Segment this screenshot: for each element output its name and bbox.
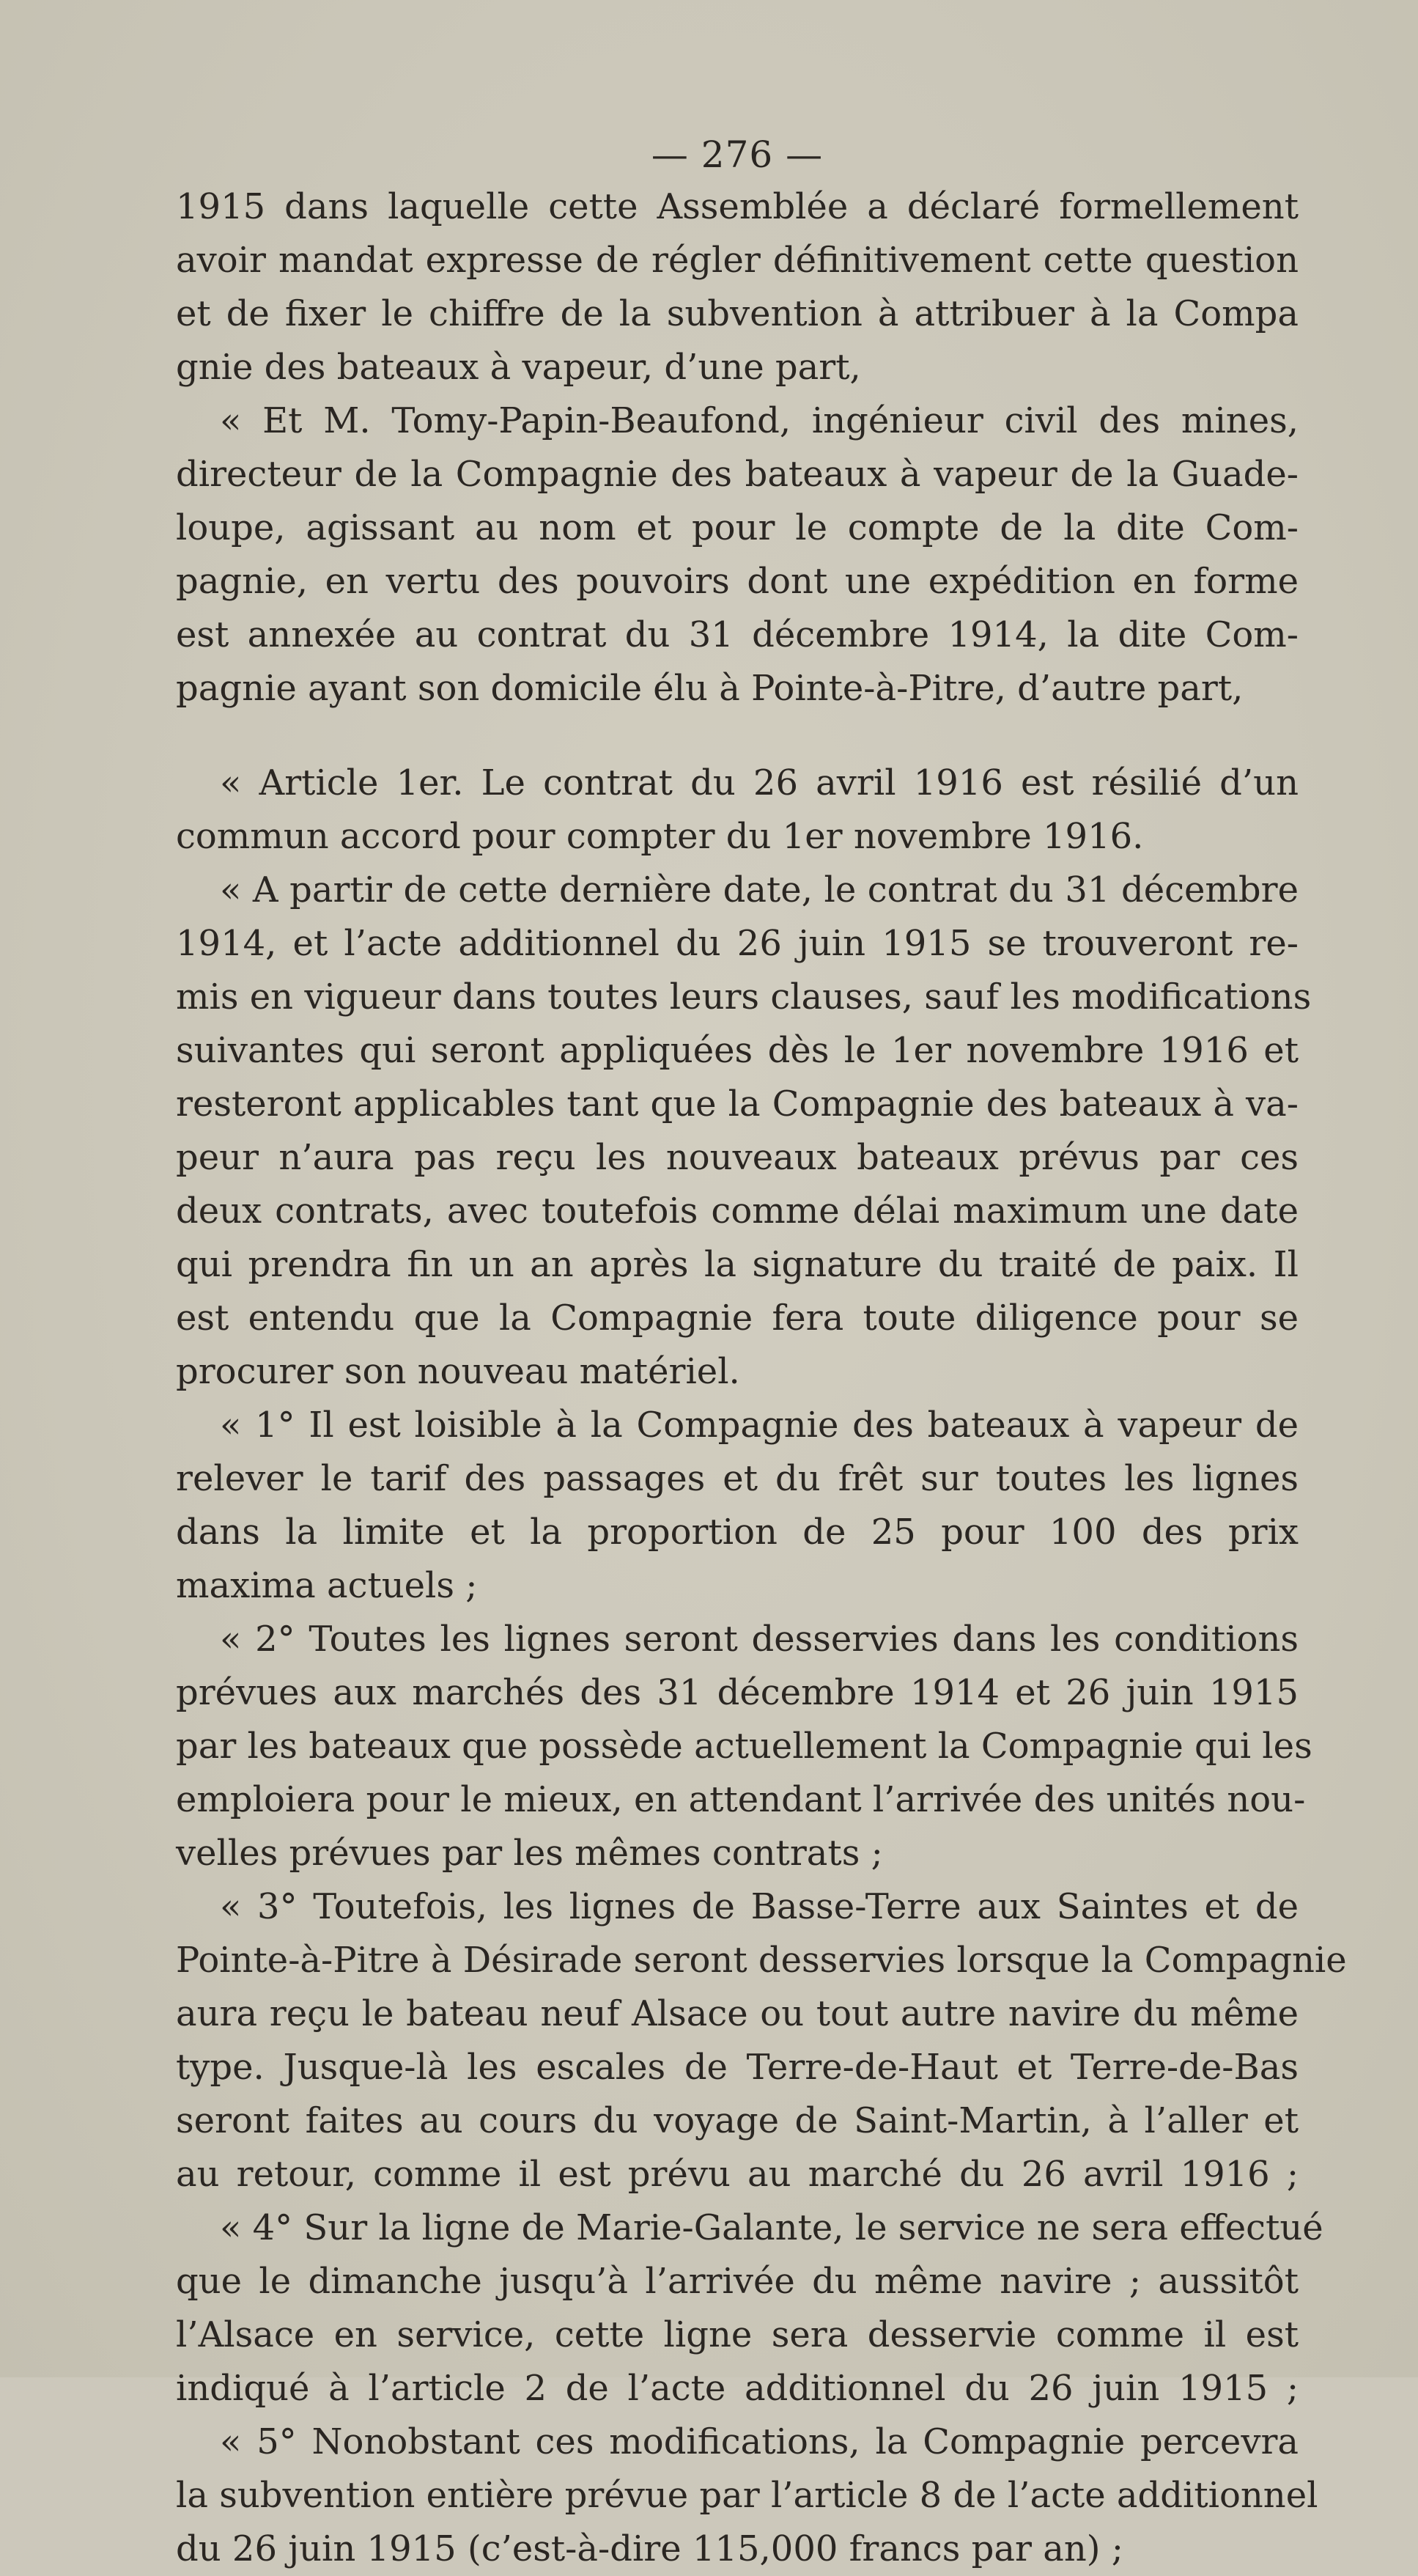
text-line: la subvention entière prévue par l’article 8 de l’acte additionnel (176, 2475, 1318, 2516)
text-line: au retour, comme il est prévu au marché du 26 avril 1916 ; (176, 2154, 1299, 2195)
page-text (176, 129, 1347, 2576)
text-line: « A partir de cette dernière date, le contrat du 31 décembre (220, 869, 1299, 910)
text-line: mis en vigueur dans toutes leurs clauses, sauf les modifications (176, 976, 1312, 1017)
text-line: par les bateaux que possède actuellement la Compagnie qui les (176, 1726, 1312, 1767)
text-line: emploiera pour le mieux, en attendant l’arrivée des unités nou- (176, 1779, 1306, 1820)
text-line: « Article 1er. Le contrat du 26 avril 1916 est résilié d’un (220, 762, 1299, 803)
text-line: procurer son nouveau matériel. (176, 1351, 740, 1392)
text-line: deux contrats, avec toutefois comme délai maximum une date (176, 1191, 1299, 1232)
text-line: « Et M. Tomy-Papin-Beaufond, ingénieur civil des mines, (220, 400, 1299, 441)
text-line: pagnie ayant son domicile élu à Pointe-à-Pitre, d’autre part, (176, 668, 1244, 709)
text-line: est annexée au contrat du 31 décembre 1914, la dite Com- (176, 614, 1299, 655)
text-line: que le dimanche jusqu’à l’arrivée du même navire ; aussitôt (176, 2261, 1299, 2302)
text-line: type. Jusque-là les escales de Terre-de-Haut et Terre-de-Bas (176, 2047, 1299, 2088)
text-line: gnie des bateaux à vapeur, d’une part, (176, 347, 861, 388)
text-line: Pointe-à-Pitre à Désirade seront desservies lorsque la Compagnie (176, 1940, 1347, 1981)
text-line: 1914, et l’acte additionnel du 26 juin 1915 se trouveront re- (176, 923, 1299, 964)
text-line: « 3° Toutefois, les lignes de Basse-Terre aux Saintes et de (220, 1886, 1299, 1927)
text-line: pagnie, en vertu des pouvoirs dont une expédition en forme (176, 561, 1299, 602)
page-number: — 276 — (651, 133, 824, 176)
paragraph-gap (176, 715, 1299, 757)
text-line: commun accord pour compter du 1er novembre 1916. (176, 816, 1144, 857)
text-line: velles prévues par les mêmes contrats ; (176, 1833, 883, 1874)
text-line: et de fixer le chiffre de la subvention à attribuer à la Compa (176, 293, 1299, 334)
text-line: « 1° Il est loisible à la Compagnie des bateaux à vapeur de (220, 1405, 1299, 1446)
text-line: dans la limite et la proportion de 25 pour 100 des prix (176, 1512, 1299, 1553)
text-line: relever le tarif des passages et du frêt sur toutes les lignes (176, 1458, 1299, 1499)
text-line: directeur de la Compagnie des bateaux à vapeur de la Guade- (176, 454, 1299, 495)
text-line: loupe, agissant au nom et pour le compte de la dite Com- (176, 507, 1299, 548)
text-line: l’Alsace en service, cette ligne sera desservie comme il est (176, 2314, 1299, 2355)
text-line: « 4° Sur la ligne de Marie-Galante, le service ne sera effectué (220, 2207, 1323, 2248)
text-line: est entendu que la Compagnie fera toute diligence pour se (176, 1298, 1299, 1339)
text-line: prévues aux marchés des 31 décembre 1914 et 26 juin 1915 (176, 1672, 1299, 1713)
text-line: « 2° Toutes les lignes seront desservies dans les conditions (220, 1619, 1299, 1660)
text-line: suivantes qui seront appliquées dès le 1er novembre 1916 et (176, 1030, 1299, 1071)
text-line: du 26 juin 1915 (c’est-à-dire 115,000 francs par an) ; (176, 2528, 1123, 2569)
text-line: qui prendra fin un an après la signature du traité de paix. Il (176, 1244, 1299, 1285)
text-line: indiqué à l’article 2 de l’acte additionnel du 26 juin 1915 ; (176, 2368, 1299, 2409)
text-line: seront faites au cours du voyage de Saint-Martin, à l’aller et (176, 2100, 1299, 2141)
text-line: maxima actuels ; (176, 1565, 478, 1606)
text-line: resteront applicables tant que la Compagnie des bateaux à va- (176, 1083, 1299, 1125)
text-line: « 5° Nonobstant ces modifications, la Compagnie percevra (220, 2421, 1299, 2462)
text-line: peur n’aura pas reçu les nouveaux bateaux prévus par ces (176, 1137, 1299, 1178)
text-line: aura reçu le bateau neuf Alsace ou tout autre navire du même (176, 1993, 1299, 2034)
text-line: 1915 dans laquelle cette Assemblée a déclaré formellement (176, 186, 1299, 227)
text-line: avoir mandat expresse de régler définitivement cette question (176, 240, 1299, 281)
